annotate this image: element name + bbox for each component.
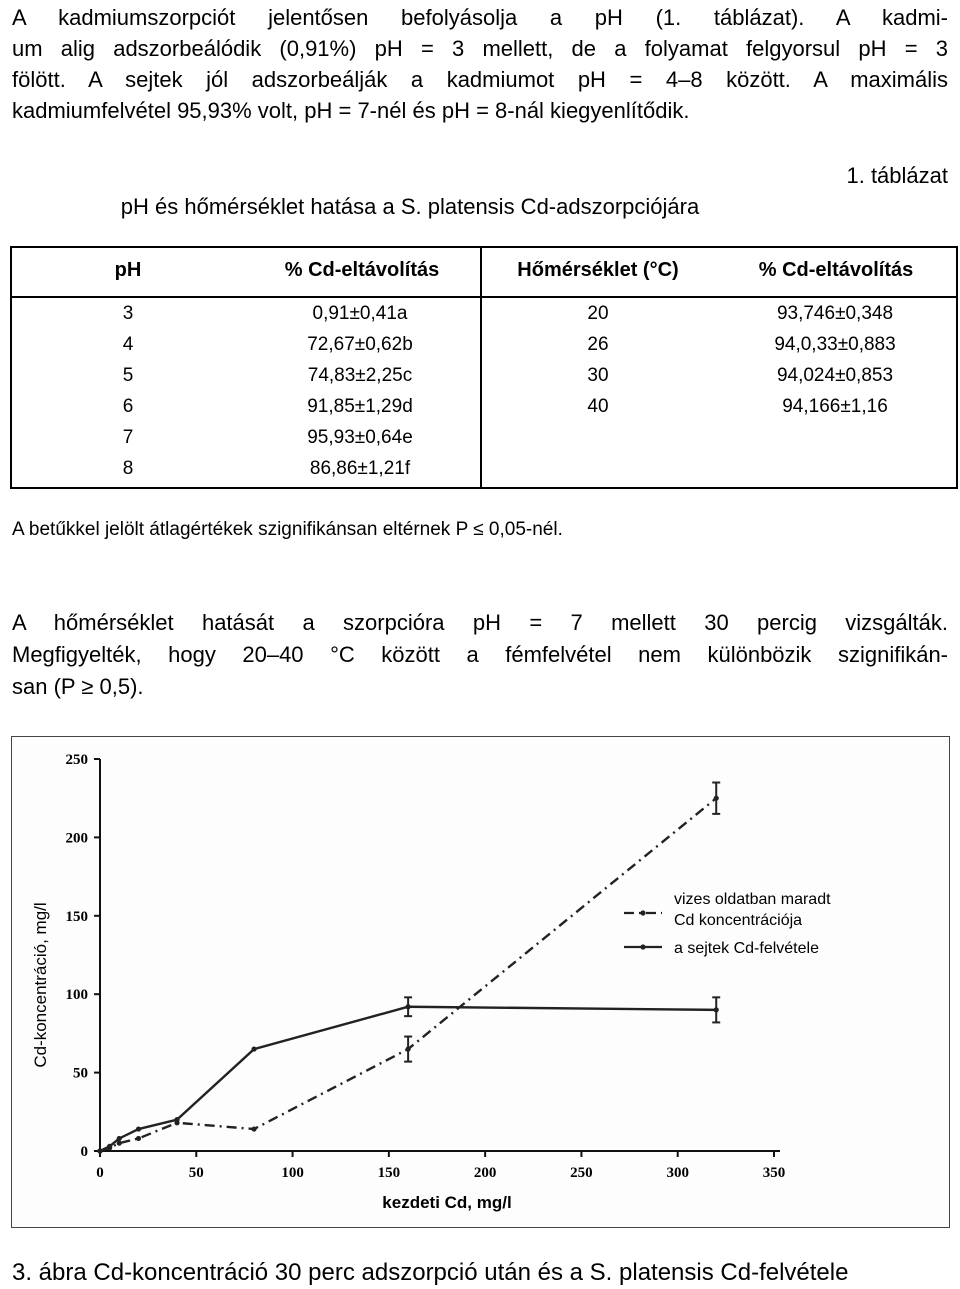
- removal-ph-column: [244, 298, 476, 484]
- x-tick-label: 0: [96, 1165, 104, 1181]
- table-cell-ph: 6: [122, 396, 134, 417]
- table-cell-temperature: 30: [587, 365, 609, 386]
- text-line: Megfigyelték, hogy 20–40 °C között a fémfelvétel nem különbözik szignifikán-: [12, 642, 948, 667]
- intro-paragraph: [12, 2, 948, 126]
- header-ph: pH: [114, 259, 142, 281]
- table-number: 1. táblázat: [846, 163, 948, 188]
- y-tick-label: 250: [65, 752, 88, 768]
- x-tick-label: 350: [762, 1165, 786, 1181]
- data-table: [10, 246, 958, 489]
- data-point: [117, 1136, 122, 1141]
- header-removal-temp: % Cd-eltávolítás: [758, 259, 914, 281]
- x-tick-label: 200: [473, 1165, 497, 1181]
- text-line: um alig adszorbeálódik (0,91%) pH = 3 mellett, de a folyamat felgyorsul pH = 3: [12, 36, 948, 61]
- text-line: kadmiumfelvétel 95,93% volt, pH = 7-nél és pH = 8-nál kiegyenlítődik.: [12, 98, 690, 123]
- x-tick-label: 250: [570, 1165, 593, 1181]
- table-cell-ph: 5: [122, 365, 134, 386]
- table-cell-removal: 74,83±2,25c: [307, 365, 413, 386]
- table-note: A betűkkel jelölt átlagértékek szignifikánsan eltérnek P ≤ 0,05-nél.: [12, 519, 563, 540]
- data-point: [251, 1126, 256, 1131]
- data-point: [174, 1117, 179, 1122]
- data-point: [136, 1126, 141, 1131]
- table-cell-removal: 93,746±0,348: [776, 303, 894, 324]
- text-line: A hőmérséklet hatását a szorpcióra pH = 7 mellett 30 percig vizsgálták.: [12, 610, 948, 635]
- text-line: A kadmiumszorpciót jelentősen befolyásolja a pH (1. táblázat). A kadmi-: [12, 5, 948, 30]
- table-cell-temperature: 26: [587, 334, 609, 355]
- y-tick-label: 0: [80, 1144, 88, 1160]
- table-cell-removal: 94,0,33±0,883: [774, 334, 896, 355]
- table-cell-ph: 7: [122, 427, 134, 448]
- data-point: [136, 1136, 141, 1141]
- table-cell-removal: 95,93±0,64e: [307, 427, 413, 448]
- table-cell-temperature: 20: [587, 303, 609, 324]
- y-tick-label: 200: [65, 830, 88, 847]
- y-tick-label: 150: [65, 908, 88, 925]
- x-tick-label: 100: [281, 1165, 304, 1181]
- table-cell-removal: 91,85±1,29d: [307, 396, 413, 417]
- legend-label: Cd koncentrációja: [674, 912, 803, 929]
- table-cell-ph: 4: [122, 334, 134, 355]
- figure-chart: [11, 736, 950, 1228]
- figure-caption: 3. ábra Cd-koncentráció 30 perc adszorpció után és a S. platensis Cd-felvétele: [12, 1259, 849, 1286]
- x-tick-label: 50: [188, 1165, 204, 1181]
- y-axis-label: Cd-koncentráció, mg/l: [31, 902, 50, 1068]
- series-line: [100, 1007, 716, 1151]
- text-line: fölött. A sejtek jól adszorbeálják a kadmiumot pH = 4–8 között. A maximális: [12, 67, 948, 92]
- y-tick-label: 50: [73, 1065, 88, 1082]
- table-cell-ph: 8: [122, 458, 134, 479]
- removal-temp-column: [716, 298, 954, 422]
- x-axis-label: kezdeti Cd, mg/l: [382, 1193, 512, 1212]
- series-1: [97, 783, 720, 1154]
- text-line: san (P ≥ 0,5).: [12, 674, 144, 699]
- legend-label: vizes oldatban maradt: [674, 891, 831, 908]
- chart-svg: [12, 737, 949, 1227]
- legend-label: a sejtek Cd-felvétele: [674, 940, 819, 957]
- data-point: [97, 1148, 102, 1153]
- temperature-column: [482, 298, 714, 422]
- table-header-row: [12, 248, 956, 298]
- temperature-paragraph: [12, 607, 948, 703]
- table-cell-removal: 94,024±0,853: [776, 365, 894, 386]
- x-tick-label: 150: [377, 1165, 401, 1181]
- table-cell-temperature: 40: [587, 396, 609, 417]
- table-cell-ph: 3: [122, 303, 134, 324]
- data-point: [107, 1144, 112, 1149]
- table-cell-removal: 94,166±1,16: [782, 396, 888, 417]
- ph-column: [12, 298, 244, 484]
- x-tick-label: 300: [666, 1165, 689, 1181]
- table-cell-removal: 72,67±0,62b: [307, 334, 413, 355]
- table-title: pH és hőmérséklet hatása a S. platensis Cd-adszorpciójára: [120, 194, 700, 219]
- data-point: [251, 1046, 256, 1051]
- series-2: [97, 997, 720, 1153]
- legend-marker: [640, 944, 645, 949]
- legend-marker: [640, 910, 645, 915]
- table-cell-removal: 86,86±1,21f: [309, 458, 411, 479]
- header-removal-ph: % Cd-eltávolítás: [284, 259, 440, 281]
- y-tick-label: 100: [65, 987, 88, 1004]
- series-line: [100, 798, 716, 1151]
- table-cell-removal: 0,91±0,41a: [312, 303, 408, 324]
- header-temperature: Hőmérséklet (°C): [517, 259, 679, 281]
- legend: [624, 891, 831, 957]
